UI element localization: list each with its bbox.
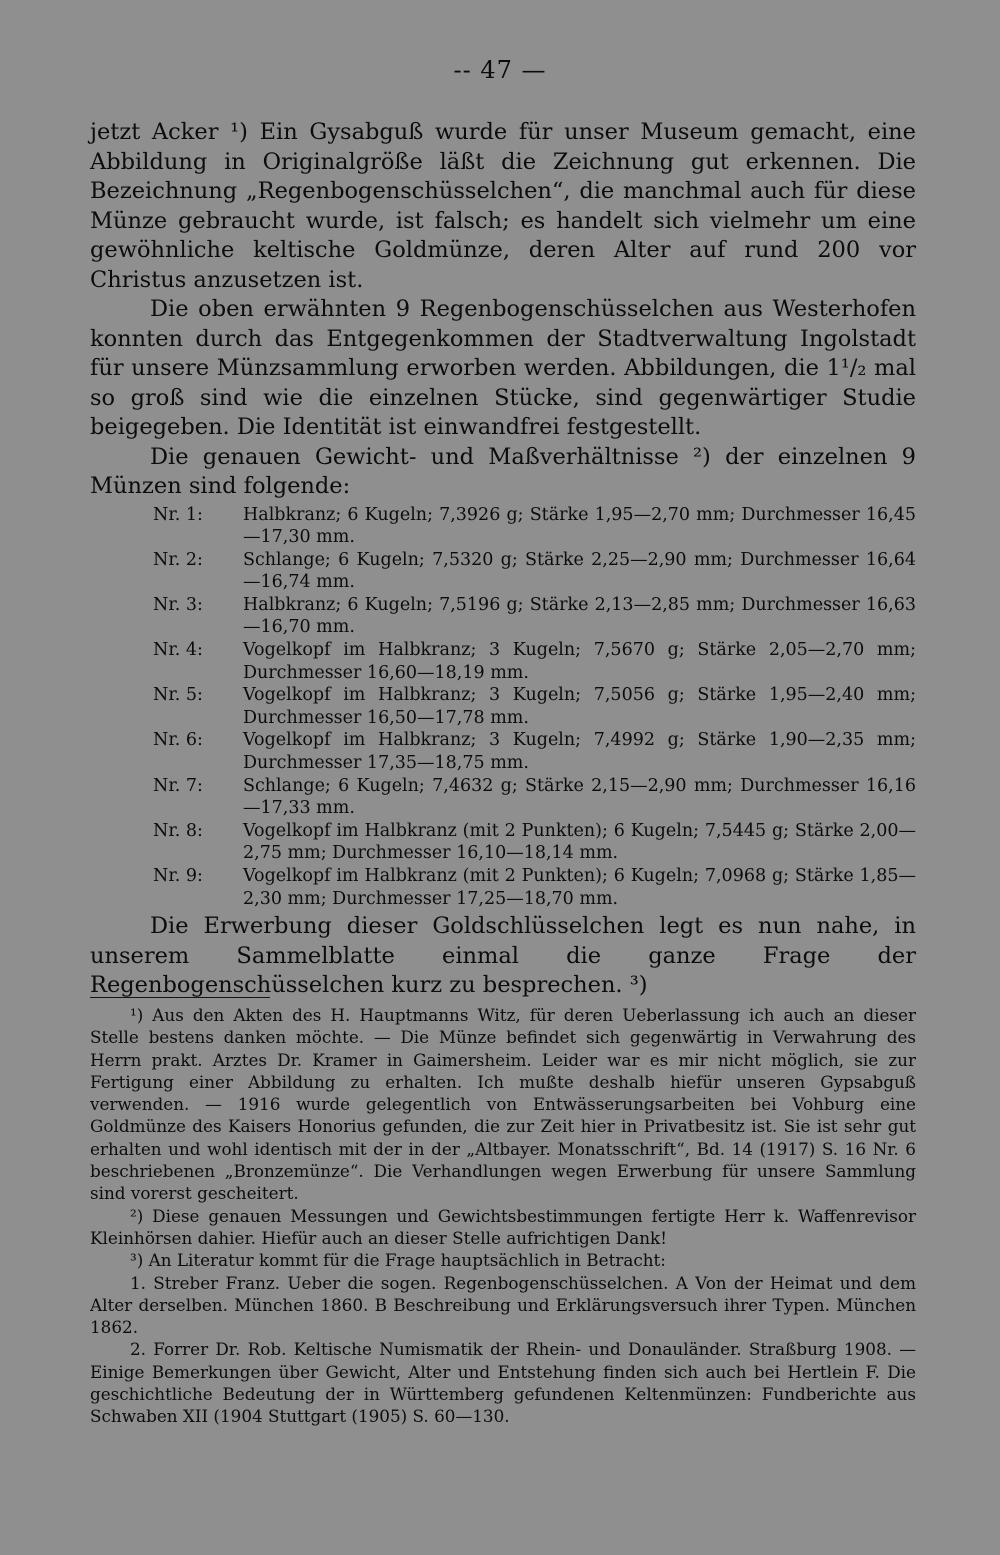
coin-description: Halbkranz; 6 Kugeln; 7,3926 g; Stärke 1,95—2,70 mm; Durchmesser 16,45—17,30 mm. bbox=[243, 504, 916, 548]
coin-number: Nr. 3: bbox=[153, 594, 203, 615]
footnote-divider bbox=[90, 997, 270, 998]
coin-entry bbox=[90, 684, 916, 729]
coin-number: Nr. 9: bbox=[153, 866, 203, 886]
coin-entry bbox=[90, 549, 916, 594]
footnote-1: ¹) Aus den Akten des H. Hauptmanns Witz, für deren Ueberlassung ich auch an dieser Stelle bestens danken möchte. — Die Münze befindet sich gegenwärtig in Verwahrung des Herrn prakt. Arztes Dr. Kramer in Gaimersheim. Leider war es mir nicht möglich, sie zur Fertigung einer Abbildung zu erhalten. Ich mußte deshalb hiefür unseren Gypsabguß verwenden. — 1916 wurde gelegentlich von Entwässerungsarbeiten bei Vohburg eine Goldmünze des Kaisers Honorius gefunden, die zur Zeit hier in Privatbesitz ist. Sie ist sehr gut erhalten und wohl identisch mit der in der „Altbayer. Monatsschrift“, Bd. 14 (1917) S. 16 Nr. 6 beschriebenen „Bronzemünze“. Die Verhandlungen wegen Erwerbung für unsere Sammlung sind vorerst gescheitert. bbox=[90, 1005, 916, 1204]
coin-description: Schlange; 6 Kugeln; 7,4632 g; Stärke 2,15—2,90 mm; Durchmesser 16,16—17,33 mm. bbox=[243, 775, 916, 819]
coin-description: Vogelkopf im Halbkranz (mit 2 Punkten); 6 Kugeln; 7,0968 g; Stärke 1,85—2,30 mm; Durchmesser 17,25—18,70 mm. bbox=[243, 866, 916, 909]
coin-list bbox=[90, 504, 916, 911]
coin-description: Halbkranz; 6 Kugeln; 7,5196 g; Stärke 2,13—2,85 mm; Durchmesser 16,63—16,70 mm. bbox=[243, 594, 916, 638]
footnote-2: ²) Diese genauen Messungen und Gewichtsbestimmungen fertigte Herr k. Waffenrevisor Kleinhörsen dahier. Hiefür auch an dieser Stelle aufrichtigen Dank! bbox=[90, 1205, 916, 1248]
coin-number: Nr. 8: bbox=[153, 820, 203, 841]
paragraph-1: jetzt Acker ¹) Ein Gysabguß wurde für unser Museum gemacht, eine Abbildung in Originalgröße läßt die Zeichnung gut erkennen. Die Bezeichnung „Regenbogenschüsselchen“, die manchmal auch für diese Münze gebraucht wurde, ist falsch; es handelt sich vielmehr um eine gewöhnliche keltische Goldmünze, deren Alter auf rund 200 vor Christus anzusetzen ist. bbox=[90, 119, 916, 293]
literature-item-2: 2. Forrer Dr. Rob. Keltische Numismatik der Rhein- und Donauländer. Straßburg 1908. — Einige Bemerkungen über Gewicht, Alter und Entstehung finden sich auch bei Hertlein F. Die geschichtliche Bedeutung der in Württemberg gefundenen Keltenmünzen: Fundberichte aus Schwaben XII (1904 Stuttgart (1905) S. 60—130. bbox=[90, 1339, 916, 1427]
main-text bbox=[90, 118, 916, 1001]
coin-description: Schlange; 6 Kugeln; 7,5320 g; Stärke 2,25—2,90 mm; Durchmesser 16,64—16,74 mm. bbox=[243, 549, 916, 593]
footnotes bbox=[90, 1004, 916, 1428]
paragraph-2: Die oben erwähnten 9 Regenbogenschüsselchen aus Westerhofen konnten durch das Entgegenkommen der Stadtverwaltung Ingolstadt für unsere Münzsammlung erworben werden. Abbildungen, die 1¹/₂ mal so groß sind wie die einzelnen Stücke, sind gegenwärtiger Studie beigegeben. Die Identität ist einwandfrei festgestellt. bbox=[90, 296, 916, 440]
coin-number: Nr. 1: bbox=[153, 504, 203, 525]
coin-description: Vogelkopf im Halbkranz; 3 Kugeln; 7,5056 g; Stärke 1,95—2,40 mm; Durchmesser 16,50—17,78 mm. bbox=[243, 685, 916, 728]
coin-description: Vogelkopf im Halbkranz; 3 Kugeln; 7,4992 g; Stärke 1,90—2,35 mm; Durchmesser 17,35—18,75 mm. bbox=[243, 730, 916, 774]
footnote-3: ³) An Literatur kommt für die Frage hauptsächlich in Betracht: bbox=[130, 1250, 666, 1271]
coin-number: Nr. 6: bbox=[153, 730, 203, 751]
coin-entry bbox=[90, 594, 916, 639]
literature-item-1: 1. Streber Franz. Ueber die sogen. Regenbogenschüsselchen. A Von der Heimat und dem Alter derselben. München 1860. B Beschreibung und Erklärungsversuch ihrer Typen. München 1862. bbox=[90, 1272, 916, 1338]
coin-entry bbox=[90, 729, 916, 774]
page-number: -- 47 — bbox=[453, 56, 547, 84]
coin-number: Nr. 2: bbox=[153, 549, 203, 570]
coin-description: Vogelkopf im Halbkranz (mit 2 Punkten); 6 Kugeln; 7,5445 g; Stärke 2,00—2,75 mm; Durchmesser 16,10—18,14 mm. bbox=[243, 820, 916, 864]
coin-entry bbox=[90, 865, 916, 910]
coin-entry bbox=[90, 775, 916, 820]
coin-description: Vogelkopf im Halbkranz; 3 Kugeln; 7,5670 g; Stärke 2,05—2,70 mm; Durchmesser 16,60—18,19 mm. bbox=[243, 640, 916, 683]
paragraph-4: Die Erwerbung dieser Goldschlüsselchen legt es nun nahe, in unserem Sammelblatte einmal die ganze Frage der Regenbogenschüsselchen kurz zu besprechen. ³) bbox=[90, 913, 916, 999]
coin-number: Nr. 5: bbox=[153, 685, 203, 706]
coin-number: Nr. 7: bbox=[153, 775, 203, 796]
coin-entry bbox=[90, 504, 916, 549]
coin-number: Nr. 4: bbox=[153, 640, 203, 661]
coin-entry bbox=[90, 820, 916, 865]
coin-entry bbox=[90, 639, 916, 684]
paragraph-3: Die genauen Gewicht- und Maßverhältnisse ²) der einzelnen 9 Münzen sind folgende: bbox=[90, 443, 916, 499]
